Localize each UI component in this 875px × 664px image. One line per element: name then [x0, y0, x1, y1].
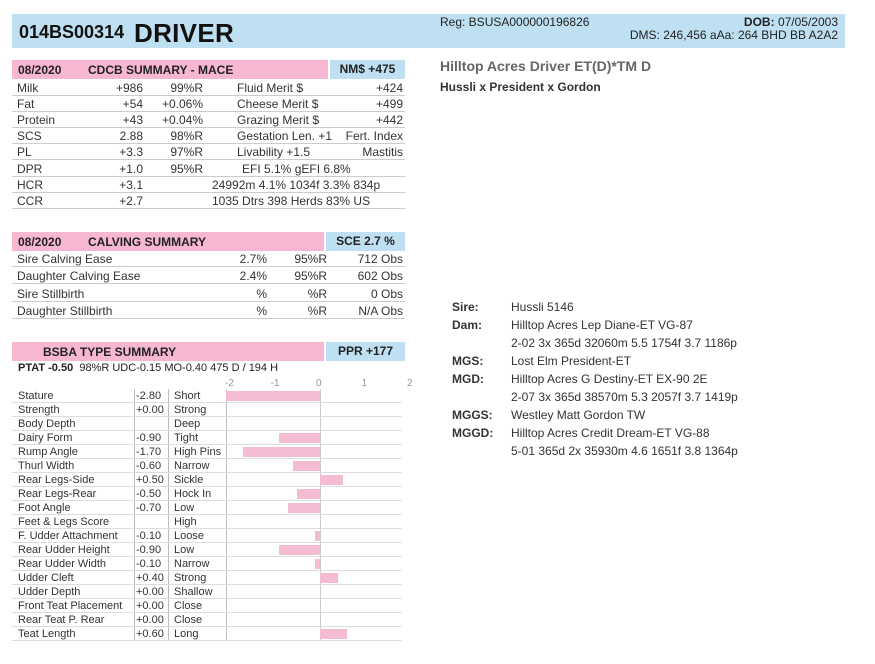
- type-trait-row: [12, 585, 402, 599]
- type-trait-row: [12, 571, 402, 585]
- cdcb-trait-reliability: +0.04%: [161, 113, 203, 128]
- type-trait-row: [12, 403, 402, 417]
- type-trait-name: Rear Legs-Side: [18, 474, 95, 486]
- type-trait-descriptor: Short: [174, 390, 201, 402]
- cdcb-trait-value: +1.0: [119, 161, 143, 176]
- cdcb-index-value: +442: [375, 113, 403, 128]
- scale-tick-label: -1: [270, 378, 280, 389]
- type-trait-descriptor: Low: [174, 502, 195, 514]
- type-trait-value: +0.40: [136, 572, 164, 584]
- cdcb-index-name: Gestation Len. +1: [237, 129, 333, 144]
- type-trait-row: [12, 543, 402, 557]
- cdcb-title: CDCB SUMMARY - MACE: [88, 63, 234, 77]
- type-trait-value: -0.70: [136, 502, 162, 514]
- type-trait-name: Rear Udder Height: [18, 544, 110, 556]
- calving-trait-name: Sire Calving Ease: [17, 252, 113, 266]
- pedigree-animal-name: Hussli 5146: [511, 300, 574, 314]
- type-trait-descriptor: High: [174, 516, 197, 528]
- calving-trait-obs: 0 Obs: [370, 286, 403, 301]
- cdcb-index-name: 1035 Dtrs 398 Herds 83% US: [212, 193, 371, 208]
- type-trait-name: Teat Length: [18, 628, 76, 640]
- type-trait-value: -0.10: [136, 558, 162, 570]
- pedigree-label: MGD:: [452, 372, 484, 386]
- cdcb-trait-value: +2.7: [119, 193, 143, 208]
- type-trait-descriptor: Low: [174, 544, 195, 556]
- type-trait-value: -0.60: [136, 460, 162, 472]
- type-trait-row: [12, 473, 402, 487]
- calving-trait-value: 2.7%: [239, 252, 267, 266]
- cdcb-trait-reliability: +0.06%: [161, 97, 203, 112]
- type-trait-descriptor: Tight: [174, 432, 199, 444]
- cdcb-trait-reliability: 95%R: [170, 161, 203, 176]
- cdcb-row: [12, 128, 405, 144]
- cdcb-trait-value: 2.88: [119, 129, 143, 144]
- type-trait-value: -2.80: [136, 390, 162, 402]
- type-trait-row: [12, 487, 402, 501]
- cdcb-trait-reliability: 98%R: [170, 129, 203, 144]
- sce-badge: SCE 2.7 %: [326, 232, 405, 251]
- type-trait-bar: [288, 503, 320, 513]
- type-trait-name: Rump Angle: [18, 446, 78, 458]
- type-trait-bar: [320, 475, 343, 485]
- type-trait-descriptor: Close: [174, 600, 203, 612]
- calving-trait-name: Daughter Stillbirth: [17, 303, 113, 318]
- cdcb-index-value: +424: [375, 81, 403, 95]
- calving-trait-value: %: [256, 303, 267, 318]
- cdcb-row: [12, 112, 405, 128]
- naab-code: 014BS00314: [19, 22, 125, 42]
- calving-trait-reliability: %R: [307, 303, 327, 318]
- type-trait-value: -0.90: [136, 544, 162, 556]
- type-trait-name: Foot Angle: [18, 502, 71, 514]
- type-trait-value: +0.00: [136, 600, 164, 612]
- type-title: BSBA TYPE SUMMARY: [43, 345, 177, 359]
- type-trait-bar: [293, 461, 320, 471]
- cdcb-index-name: Fluid Merit $: [237, 81, 304, 95]
- bull-short-name: DRIVER: [134, 18, 235, 48]
- pedigree-record: 2-02 3x 365d 32060m 5.5 1754f 3.7 1186p: [511, 336, 737, 350]
- type-trait-value: -0.90: [136, 432, 162, 444]
- type-trait-name: Body Depth: [18, 418, 76, 430]
- type-trait-name: Strength: [18, 404, 60, 416]
- type-trait-bar: [279, 545, 320, 555]
- pedigree-record: 5-01 365d 2x 35930m 4.6 1651f 3.8 1364p: [511, 444, 738, 458]
- type-trait-name: Rear Teat P. Rear: [18, 614, 105, 626]
- page-header: [12, 14, 845, 48]
- type-trait-row: [12, 515, 402, 529]
- pedigree-animal-name: Hilltop Acres Credit Dream-ET VG-88: [511, 426, 710, 440]
- cdcb-index-name: Cheese Merit $: [237, 97, 319, 112]
- cdcb-trait-name: HCR: [17, 177, 43, 192]
- cdcb-trait-name: Fat: [17, 97, 35, 112]
- cdcb-index-name: 24992m 4.1% 1034f 3.3% 834p: [212, 177, 381, 192]
- scale-tick-label: -2: [225, 378, 234, 389]
- cdcb-trait-value: +3.1: [119, 177, 143, 192]
- type-trait-descriptor: Hock In: [174, 488, 212, 500]
- scale-tick-label: 2: [407, 378, 413, 389]
- cdcb-trait-reliability: 99%R: [170, 81, 203, 95]
- cdcb-trait-value: +986: [115, 81, 143, 95]
- type-trait-descriptor: Shallow: [174, 586, 213, 598]
- type-trait-descriptor: Deep: [174, 418, 201, 430]
- type-trait-row: [12, 599, 402, 613]
- calving-trait-reliability: 95%R: [294, 269, 327, 284]
- calving-title: CALVING SUMMARY: [88, 235, 206, 249]
- type-trait-value: +0.00: [136, 404, 164, 416]
- nm-dollar-badge: NM$ +475: [330, 60, 405, 79]
- cdcb-row: [12, 177, 405, 193]
- type-trait-descriptor: Strong: [174, 404, 207, 416]
- type-trait-name: Dairy Form: [18, 432, 73, 444]
- ptat-line: PTAT -0.50 98%R UDC-0.15 MO-0.40 475 D / 194 H: [18, 362, 279, 374]
- pedigree-animal-name: Hilltop Acres G Destiny-ET EX-90 2E: [511, 372, 708, 386]
- type-summary-header: [12, 342, 405, 361]
- animal-pedigree-line: Hussli x President x Gordon: [440, 80, 601, 94]
- type-trait-row: [12, 459, 402, 473]
- cdcb-summary-header: [12, 60, 405, 79]
- cdcb-row: [12, 161, 405, 177]
- type-trait-value: -0.10: [136, 530, 162, 542]
- type-trait-bar: [279, 433, 320, 443]
- type-trait-row: [12, 557, 402, 571]
- type-trait-row: [12, 417, 402, 431]
- cdcb-date: 08/2020: [18, 63, 62, 77]
- registration-number: Reg: BSUSA000000196826: [440, 15, 590, 29]
- pedigree-label: MGS:: [452, 354, 484, 368]
- cdcb-trait-name: Protein: [17, 113, 56, 128]
- type-trait-name: F. Udder Attachment: [18, 530, 118, 542]
- type-trait-name: Rear Legs-Rear: [18, 488, 97, 500]
- type-trait-bar: [320, 629, 347, 639]
- pedigree-animal-name: Westley Matt Gordon TW: [511, 408, 646, 422]
- type-trait-name: Udder Cleft: [18, 572, 74, 584]
- type-trait-bar: [315, 531, 320, 541]
- scale-tick-label: 1: [361, 378, 368, 389]
- type-trait-value: +0.50: [136, 474, 164, 486]
- cdcb-row: [12, 96, 405, 112]
- cdcb-index-name: Livability +1.5: [237, 145, 311, 160]
- type-trait-row: [12, 389, 402, 403]
- type-trait-value: +0.00: [136, 586, 164, 598]
- calving-row: [12, 251, 405, 267]
- type-trait-descriptor: Loose: [174, 530, 204, 542]
- type-trait-value: +0.00: [136, 614, 164, 626]
- type-trait-value: -1.70: [136, 446, 162, 458]
- pedigree-label: Dam:: [452, 318, 483, 332]
- type-trait-row: [12, 501, 402, 515]
- cdcb-row: [12, 144, 405, 160]
- cdcb-index-value: +499: [375, 97, 403, 112]
- calving-trait-reliability: 95%R: [294, 252, 327, 266]
- cdcb-index-value: Mastitis: [362, 145, 403, 160]
- calving-summary-header: [12, 232, 405, 251]
- dms-line: DMS: 246,456 aAa: 264 BHD BB A2A2: [629, 28, 838, 42]
- type-trait-row: [12, 529, 402, 543]
- cdcb-trait-name: SCS: [17, 129, 42, 144]
- cdcb-trait-name: Milk: [17, 81, 39, 95]
- type-trait-name: Front Teat Placement: [18, 600, 123, 612]
- type-trait-row: [12, 431, 402, 445]
- pedigree-label: Sire:: [452, 300, 479, 314]
- calving-trait-obs: 602 Obs: [357, 269, 403, 284]
- ppr-badge: PPR +177: [326, 342, 405, 361]
- type-trait-bar: [243, 447, 320, 457]
- type-trait-value: -0.50: [136, 488, 162, 500]
- calving-trait-name: Daughter Calving Ease: [17, 269, 141, 284]
- cdcb-row: [12, 80, 405, 96]
- type-trait-name: Udder Depth: [18, 586, 81, 598]
- type-trait-name: Feet & Legs Score: [18, 516, 110, 528]
- cdcb-index-name: Grazing Merit $: [237, 113, 320, 128]
- type-trait-descriptor: Close: [174, 614, 203, 626]
- cdcb-trait-reliability: 97%R: [170, 145, 203, 160]
- cdcb-trait-value: +54: [122, 97, 143, 112]
- calving-trait-obs: N/A Obs: [358, 303, 403, 318]
- calving-row: [12, 286, 405, 302]
- cdcb-trait-value: +43: [122, 113, 143, 128]
- date-of-birth: DOB: 07/05/2003: [743, 15, 838, 29]
- type-trait-descriptor: Long: [174, 628, 199, 640]
- type-trait-descriptor: Narrow: [174, 460, 210, 472]
- type-trait-row: [12, 445, 402, 459]
- type-trait-descriptor: Sickle: [174, 474, 204, 486]
- calving-trait-obs: 712 Obs: [357, 252, 403, 266]
- calving-trait-name: Sire Stillbirth: [17, 286, 85, 301]
- scale-tick-label: 0: [316, 378, 322, 389]
- type-trait-name: Thurl Width: [18, 460, 75, 472]
- cdcb-trait-name: DPR: [17, 161, 43, 176]
- cdcb-trait-name: CCR: [17, 193, 43, 208]
- type-trait-value: +0.60: [136, 628, 164, 640]
- calving-row: [12, 303, 405, 319]
- type-trait-bar: [226, 391, 320, 401]
- animal-full-name: Hilltop Acres Driver ET(D)*TM D: [440, 58, 652, 74]
- calving-date: 08/2020: [18, 235, 62, 249]
- type-trait-descriptor: Narrow: [174, 558, 210, 570]
- type-trait-bar: [315, 559, 320, 569]
- pedigree-label: MGGS:: [452, 408, 493, 422]
- type-trait-descriptor: High Pins: [174, 446, 222, 458]
- type-trait-bar: [297, 489, 320, 499]
- pedigree-record: 2-07 3x 365d 38570m 5.3 2057f 3.7 1419p: [511, 390, 738, 404]
- cdcb-trait-name: PL: [17, 145, 32, 160]
- calving-trait-reliability: %R: [307, 286, 327, 301]
- cdcb-trait-value: +3.3: [119, 145, 143, 160]
- type-trait-row: [12, 627, 402, 641]
- pedigree-animal-name: Lost Elm President-ET: [511, 354, 632, 368]
- pedigree-label: MGGD:: [452, 426, 494, 440]
- type-trait-name: Rear Udder Width: [18, 558, 107, 570]
- calving-row: [12, 268, 405, 284]
- type-trait-row: [12, 613, 402, 627]
- type-trait-descriptor: Strong: [174, 572, 207, 584]
- calving-trait-value: 2.4%: [239, 269, 267, 284]
- pedigree-animal-name: Hilltop Acres Lep Diane-ET VG-87: [511, 318, 693, 332]
- calving-trait-value: %: [256, 286, 267, 301]
- cdcb-row: [12, 193, 405, 209]
- type-trait-bar: [320, 573, 338, 583]
- type-trait-name: Stature: [18, 390, 54, 402]
- cdcb-index-value: Fert. Index: [345, 129, 403, 144]
- cdcb-index-name: EFI 5.1% gEFI 6.8%: [242, 161, 351, 176]
